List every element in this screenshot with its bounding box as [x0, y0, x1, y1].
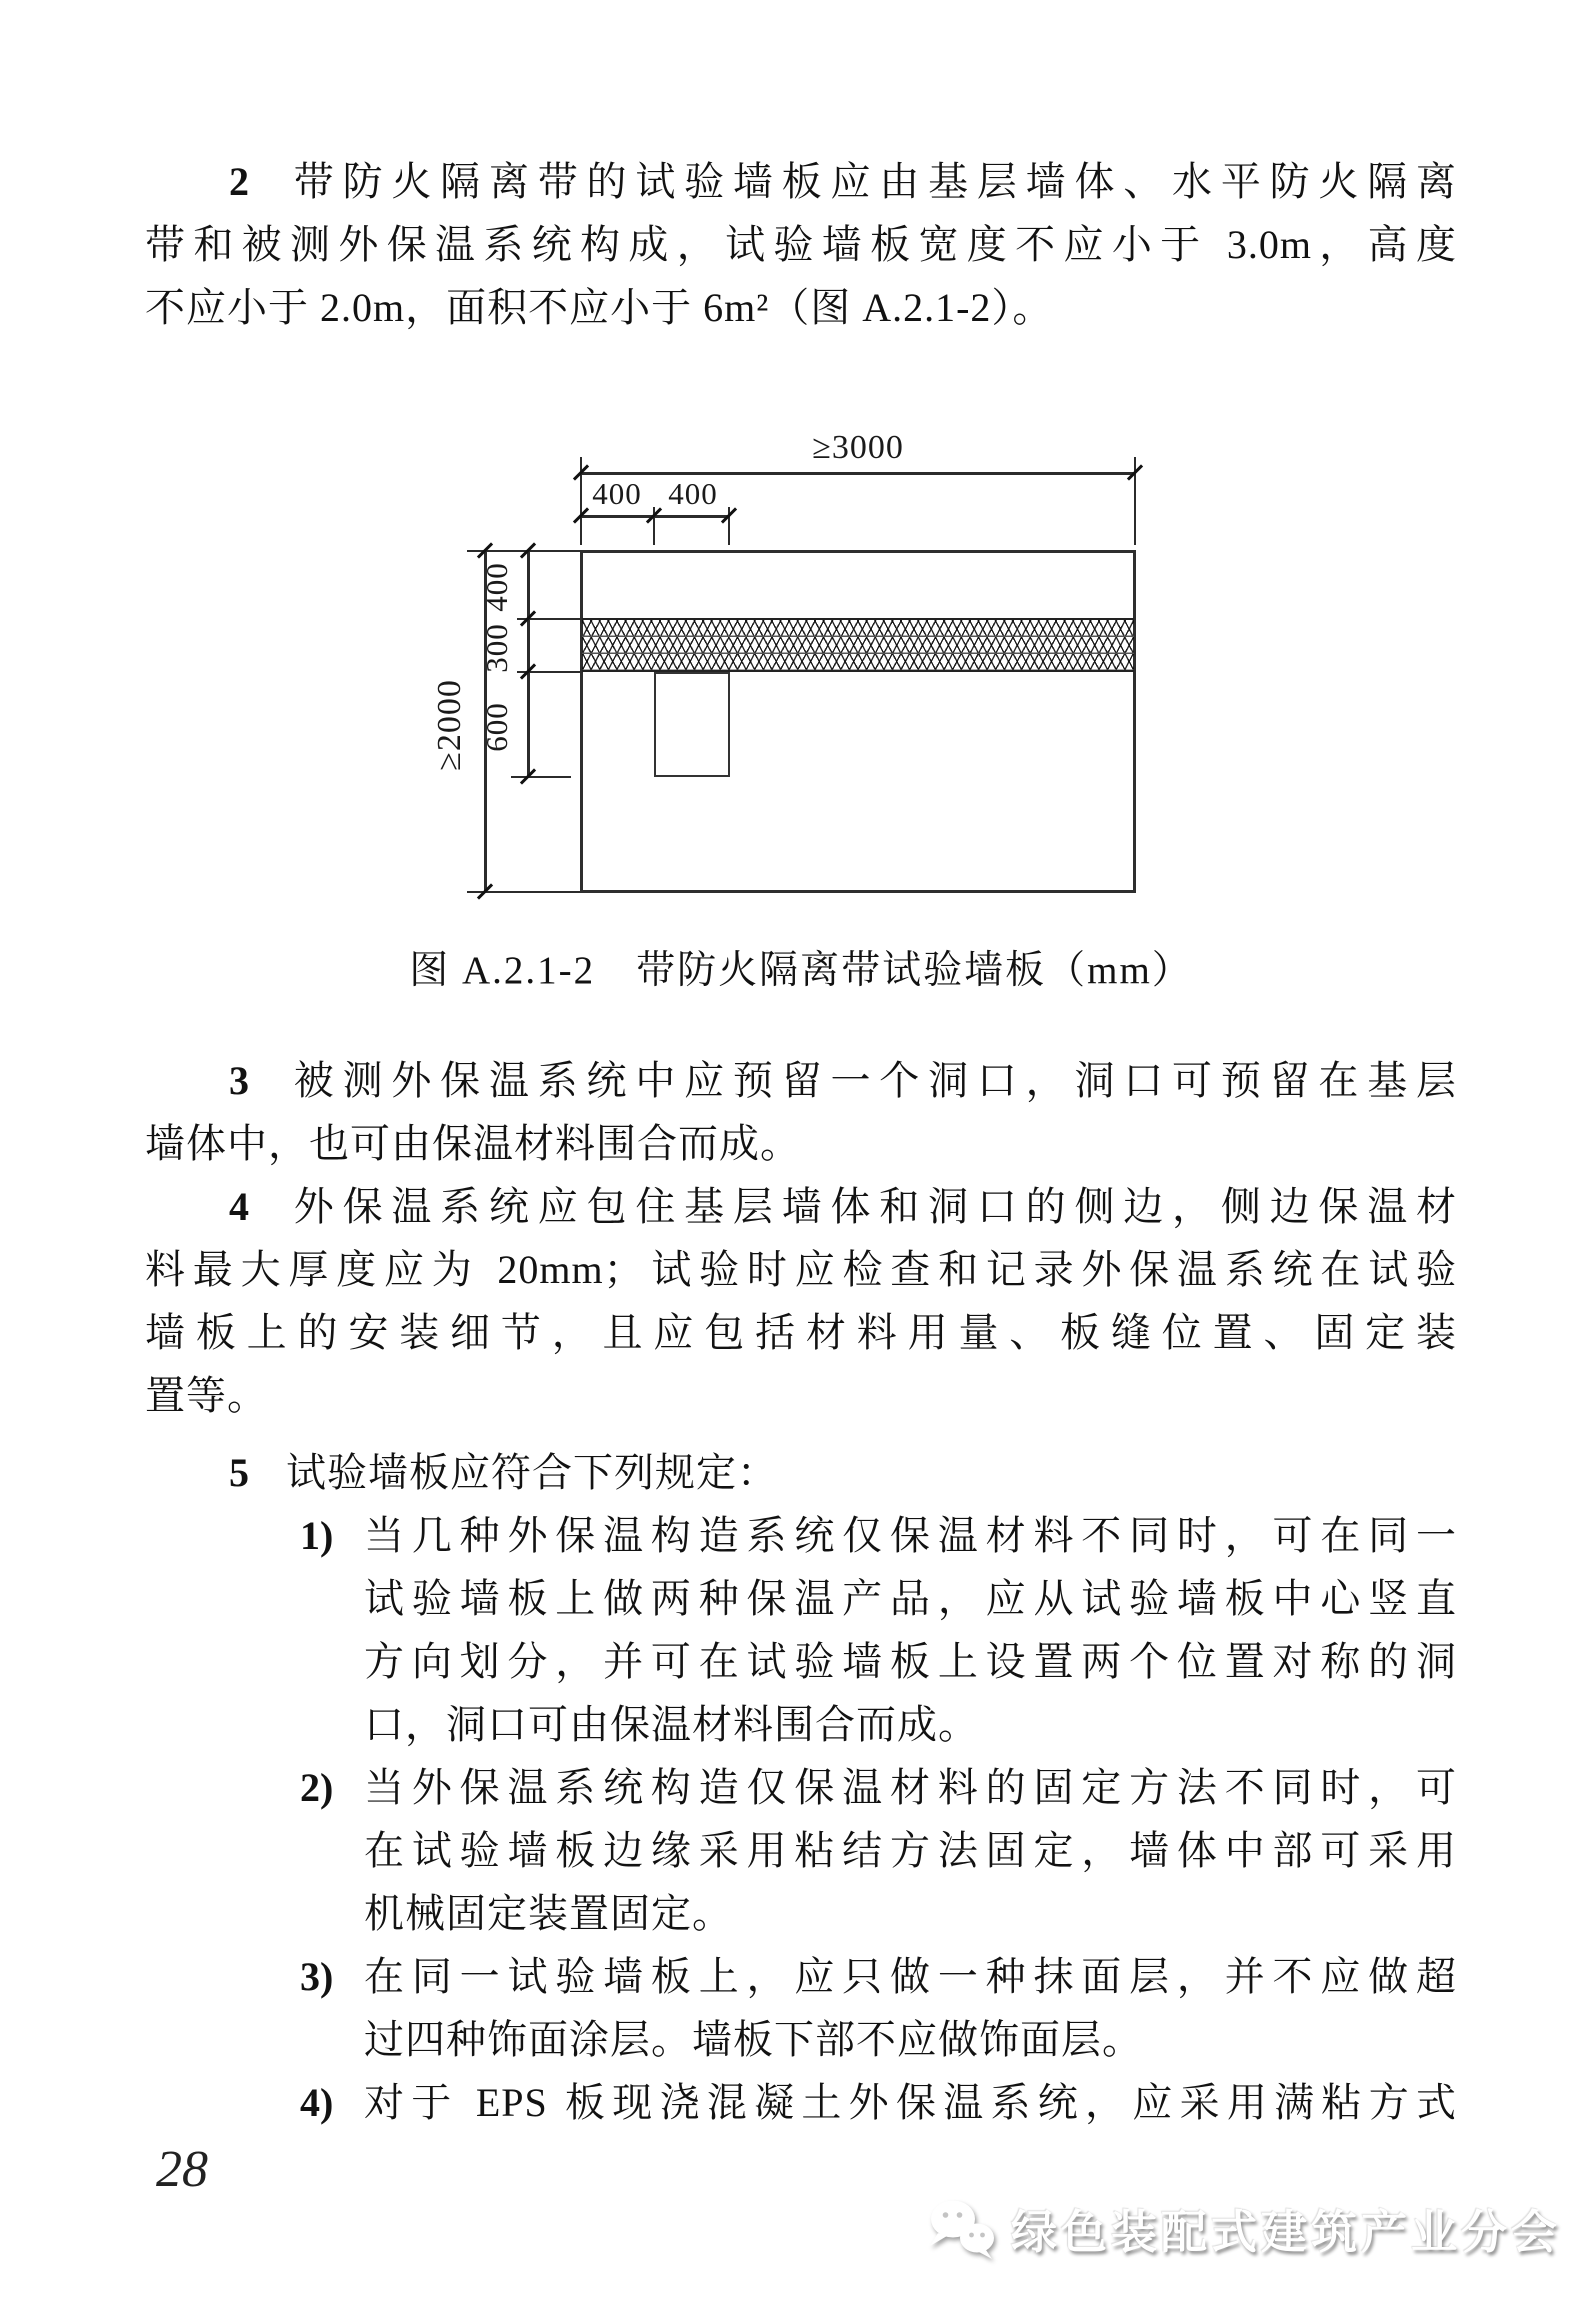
dim-label-height-seg2: 300 [479, 623, 514, 673]
fire-barrier-band [582, 618, 1134, 672]
list-item-number: 2) [300, 1765, 334, 1810]
list-item-number: 4) [300, 2080, 334, 2125]
paragraph-line [145, 1049, 1457, 1112]
dim-label-height-seg1: 400 [479, 562, 514, 612]
clause-text: 被测外保温系统中应预留一个洞口，洞口可预留在基层 [286, 1058, 1457, 1103]
clause-number: 2 [229, 159, 250, 204]
list-line: 对于 EPS 板现浇混凝土外保温系统，应采用满粘方式 [364, 2080, 1457, 2125]
paragraph-line [145, 1441, 1457, 1504]
dim-line [527, 550, 530, 777]
figure-caption: 图 A.2.1-2 带防火隔离带试验墙板（mm） [409, 949, 1193, 992]
wall-opening-rectangle [654, 672, 730, 777]
list-item-3 [300, 1945, 1457, 2071]
wall-panel-diagram [389, 423, 1189, 915]
paragraph-line: 料最大厚度应为 20mm；试验时应检查和记录外保温系统在试验 [145, 1247, 1457, 1292]
list-item-4 [300, 2071, 1457, 2134]
list-item-number: 1) [300, 1513, 334, 1558]
paragraph-line [145, 1175, 1457, 1238]
dim-label-height-total: ≥2000 [431, 679, 468, 771]
list-item-1 [300, 1504, 1457, 1756]
page-number: 28 [156, 2141, 208, 2198]
list-item-body [364, 1756, 1457, 1945]
list-item-body [364, 1504, 1457, 1756]
paragraph-4 [145, 1175, 1457, 1427]
paragraph-line [145, 150, 1457, 213]
list-line: 口，洞口可由保温材料围合而成。 [364, 1702, 979, 1747]
footer-watermark [925, 2196, 1561, 2262]
dim-label-width-total: ≥3000 [812, 429, 904, 466]
dim-line [580, 472, 1136, 475]
list-line: 当几种外保温构造系统仅保温材料不同时，可在同一 [364, 1513, 1457, 1558]
list-line: 试验墙板上做两种保温产品，应从试验墙板中心竖直 [364, 1576, 1457, 1621]
clause-text: 外保温系统应包住基层墙体和洞口的侧边，侧边保温材 [286, 1184, 1457, 1229]
list-line: 在试验墙板边缘采用粘结方法固定，墙体中部可采用 [364, 1828, 1457, 1873]
page-content [145, 150, 1457, 2134]
dim-label-seg2: 400 [668, 476, 718, 511]
footer-brand-text: 绿色装配式建筑产业分会 [1011, 2206, 1561, 2258]
paragraph-2 [145, 150, 1457, 339]
list-line: 当外保温系统构造仅保温材料的固定方法不同时，可 [364, 1765, 1457, 1810]
list-item-2 [300, 1756, 1457, 1945]
dim-label-height-seg3: 600 [479, 702, 514, 752]
extension-line [511, 776, 571, 778]
list-line: 过四种饰面涂层。墙板下部不应做饰面层。 [364, 2017, 1143, 2062]
paragraph-line: 墙板上的安装细节，且应包括材料用量、板缝位置、固定装 [145, 1310, 1457, 1355]
list-line: 方向划分，并可在试验墙板上设置两个位置对称的洞 [364, 1639, 1457, 1684]
clause-number: 4 [229, 1184, 250, 1229]
clause-number: 3 [229, 1058, 250, 1103]
list-item-body [364, 2071, 1457, 2134]
paragraph-line: 墙体中，也可由保温材料围合而成。 [145, 1121, 801, 1166]
paragraph-3 [145, 1049, 1457, 1175]
paragraph-line: 不应小于 2.0m，面积不应小于 6m²（图 A.2.1-2）。 [145, 285, 1054, 330]
clause-number: 5 [229, 1450, 250, 1495]
paragraph-line: 带和被测外保温系统构成，试验墙板宽度不应小于 3.0m，高度 [145, 222, 1457, 267]
list-line: 机械固定装置固定。 [364, 1891, 733, 1936]
wechat-icon [925, 2197, 999, 2261]
paragraph-5 [145, 1441, 1457, 1504]
clause-text: 带防火隔离带的试验墙板应由基层墙体、水平防火隔离 [286, 159, 1457, 204]
list-item-number: 3) [300, 1954, 334, 1999]
dim-label-seg1: 400 [592, 476, 642, 511]
clause-text: 试验墙板应符合下列规定： [286, 1450, 778, 1495]
paragraph-line: 置等。 [145, 1373, 268, 1418]
list-line: 在同一试验墙板上，应只做一种抹面层，并不应做超 [364, 1954, 1457, 1999]
list-item-body [364, 1945, 1457, 2071]
figure-a212 [145, 423, 1457, 1001]
